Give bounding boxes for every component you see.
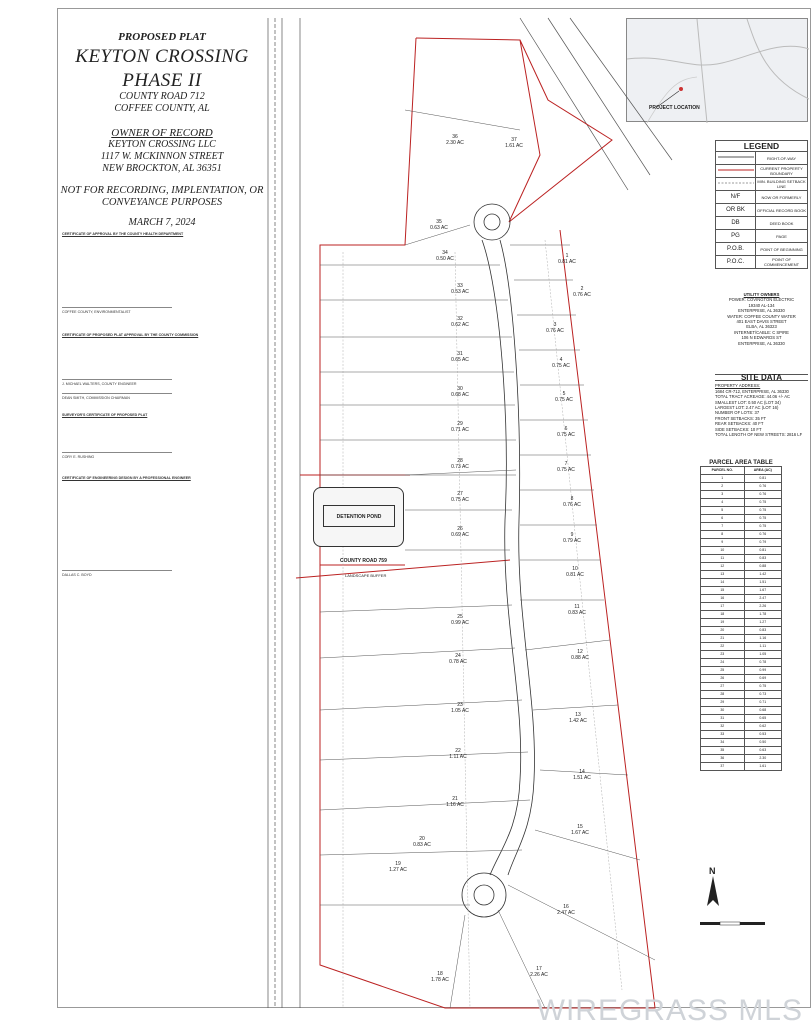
parcel-row — [701, 611, 782, 619]
lot-area: 0.75 AC — [552, 363, 570, 369]
lot-area: 0.83 AC — [413, 842, 431, 848]
legend-row — [716, 256, 808, 269]
lot-area: 0.79 AC — [563, 538, 581, 544]
parcel-cell: 0.83 — [744, 627, 781, 635]
lot-area: 0.78 AC — [449, 659, 467, 665]
parcel-row — [701, 731, 782, 739]
nfr-line1: NOT FOR RECORDING, IMPLENTATION, OR — [60, 185, 264, 196]
parcel-cell: 0.75 — [744, 499, 781, 507]
lot-number: 30 — [457, 386, 463, 392]
lot-number: 35 — [436, 219, 442, 225]
parcel-cell: 15 — [701, 587, 745, 595]
utility-title: UTILITY OWNERS — [743, 292, 780, 297]
parcel-cell: 28 — [701, 691, 745, 699]
parcel-row — [701, 635, 782, 643]
lot-area: 2.30 AC — [446, 140, 464, 146]
parcel-cell: 0.62 — [744, 723, 781, 731]
legend-desc: OFFICIAL RECORD BOOK — [756, 204, 808, 217]
legend-key — [716, 178, 756, 191]
lot-number: 31 — [457, 351, 463, 357]
legend-key: P.O.C. — [716, 256, 756, 269]
lot-number: 2 — [580, 286, 584, 292]
site-data-line: LARGEST LOT: 2.47 AC (LOT 16) — [715, 405, 779, 411]
parcel-cell: 1.67 — [744, 587, 781, 595]
parcel-cell: 2 — [701, 483, 745, 491]
legend-row — [716, 152, 808, 165]
utility-line: 401 EAST DAVIS STREET — [736, 319, 787, 325]
cert-engineer: J. MICHAEL WALTERS, COUNTY ENGINEER — [62, 381, 137, 386]
parcel-row — [701, 755, 782, 763]
lot-area: 2.47 AC — [557, 910, 575, 916]
parcel-cell: 2.26 — [744, 603, 781, 611]
site-data-line: SIDE SETBACKS: 10 FT — [715, 426, 762, 432]
parcel-row — [701, 595, 782, 603]
parcel-row — [701, 627, 782, 635]
legend-desc: RIGHT-OF-WAY — [756, 152, 808, 165]
cert-engineer-name: DALLAS C. BOYD — [62, 572, 92, 577]
parcel-cell: 21 — [701, 635, 745, 643]
parcel-row — [701, 507, 782, 515]
legend-desc: CURRENT PROPERTY BOUNDARY — [756, 165, 808, 178]
lot-area: 0.81 AC — [566, 572, 584, 578]
north-label: N — [709, 866, 716, 876]
cert-surveyor-name: CORY E. RUSHING — [62, 455, 95, 460]
lot-number: 25 — [457, 614, 463, 620]
site-data-line: SMALLEST LOT: 0.50 AC (LOT 34) — [715, 399, 781, 405]
parcel-cell: 32 — [701, 723, 745, 731]
lot-area: 0.76 AC — [563, 502, 581, 508]
lot-area: 0.99 AC — [451, 620, 469, 626]
lot-number: 14 — [579, 769, 585, 775]
lot-area: 1.51 AC — [573, 775, 591, 781]
lot-area: 1.42 AC — [569, 718, 587, 724]
legend-row — [716, 230, 808, 243]
plat-phase: PHASE II — [122, 70, 202, 91]
parcel-cell: 24 — [701, 659, 745, 667]
lot-area: 0.76 AC — [546, 328, 564, 334]
parcel-row — [701, 523, 782, 531]
parcel-cell: 25 — [701, 667, 745, 675]
legend-desc: NOW OR FORMERLY — [756, 191, 808, 204]
parcel-cell: 9 — [701, 539, 745, 547]
parcel-row — [701, 587, 782, 595]
lot-number: 16 — [563, 904, 569, 910]
lot-number: 7 — [564, 461, 568, 467]
parcel-cell: 0.99 — [744, 667, 781, 675]
lot-area: 0.88 AC — [571, 655, 589, 661]
lot-area: 0.65 AC — [451, 357, 469, 363]
parcel-row — [701, 547, 782, 555]
parcel-cell: 0.73 — [744, 691, 781, 699]
parcel-row — [701, 763, 782, 771]
lot-number: 1 — [565, 253, 569, 259]
parcel-row — [701, 563, 782, 571]
parcel-cell: 0.81 — [744, 475, 781, 483]
parcel-cell: 17 — [701, 603, 745, 611]
north-arrow — [706, 866, 720, 912]
lot-number: 6 — [564, 426, 568, 432]
legend-key: N/F — [716, 191, 756, 204]
parcel-row — [701, 747, 782, 755]
parcel-cell: 7 — [701, 523, 745, 531]
parcel-row — [701, 475, 782, 483]
county-road-label: COUNTY ROAD 759 — [340, 558, 387, 564]
lot-area: 0.73 AC — [451, 464, 469, 470]
parcel-cell: 11 — [701, 555, 745, 563]
parcel-cell: 0.69 — [744, 675, 781, 683]
lot-number: 18 — [437, 971, 443, 977]
nfr-line2: CONVEYANCE PURPOSES — [101, 197, 223, 208]
owner-city: NEW BROCKTON, AL 36351 — [102, 163, 222, 174]
parcel-row — [701, 723, 782, 731]
lot-area: 0.75 AC — [451, 497, 469, 503]
parcel-cell: 3 — [701, 491, 745, 499]
cert-surveyor-heading: SURVEYOR'S CERTIFICATE OF PROPOSED PLAT — [62, 413, 148, 418]
parcel-row — [701, 659, 782, 667]
parcel-cell: 2.30 — [744, 755, 781, 763]
lot-number: 9 — [570, 532, 574, 538]
parcel-cell: 16 — [701, 595, 745, 603]
lot-area: 0.71 AC — [451, 427, 469, 433]
lot-number: 20 — [419, 836, 425, 842]
lot-number: 4 — [559, 357, 563, 363]
lot-number: 36 — [452, 134, 458, 140]
parcel-cell: 33 — [701, 731, 745, 739]
lot-number: 3 — [553, 322, 557, 328]
lot-number: 28 — [457, 458, 463, 464]
parcel-cell: 0.76 — [744, 483, 781, 491]
parcel-col-header: PARCEL NO. — [701, 467, 745, 475]
parcel-row — [701, 651, 782, 659]
lot-area: 1.16 AC — [446, 802, 464, 808]
parcel-row — [701, 555, 782, 563]
cert-commission-heading: CERTIFICATE OF PROPOSED PLAT APPROVAL BY THE COUNTY COMMISSION — [62, 333, 199, 338]
parcel-row — [701, 531, 782, 539]
lot-area: 0.83 AC — [568, 610, 586, 616]
parcel-cell: 1.51 — [744, 579, 781, 587]
legend-key: OR BK — [716, 204, 756, 217]
road-name: COUNTY ROAD 712 — [119, 91, 205, 102]
parcel-cell: 20 — [701, 627, 745, 635]
parcel-row — [701, 483, 782, 491]
utility-line: POWER: COVINGTON ELECTRIC — [728, 297, 795, 303]
lot-area: 1.67 AC — [571, 830, 589, 836]
parcel-cell: 0.78 — [744, 659, 781, 667]
legend-title: LEGEND — [715, 140, 808, 151]
parcel-row — [701, 699, 782, 707]
parcel-cell: 26 — [701, 675, 745, 683]
parcel-cell: 0.88 — [744, 563, 781, 571]
parcel-cell: 0.75 — [744, 515, 781, 523]
parcel-cell: 1.42 — [744, 571, 781, 579]
parcel-cell: 0.83 — [744, 555, 781, 563]
lot-number: 29 — [457, 421, 463, 427]
legend-key: PG — [716, 230, 756, 243]
lot-number: 34 — [442, 250, 448, 256]
parcel-cell: 37 — [701, 763, 745, 771]
parcel-cell: 1 — [701, 475, 745, 483]
legend-row — [716, 243, 808, 256]
lot-number: 12 — [577, 649, 583, 655]
lot-number: 33 — [457, 283, 463, 289]
parcel-cell: 1.11 — [744, 643, 781, 651]
lot-number: 11 — [574, 604, 580, 610]
parcel-cell: 23 — [701, 651, 745, 659]
property-address-label: PROPERTY ADDRESS: — [715, 383, 761, 389]
parcel-cell: 6 — [701, 515, 745, 523]
parcel-cell: 18 — [701, 611, 745, 619]
parcel-cell: 1.05 — [744, 651, 781, 659]
parcel-row — [701, 643, 782, 651]
lot-area: 1.78 AC — [431, 977, 449, 983]
cert-health-heading: CERTIFICATE OF APPROVAL BY THE COUNTY HEALTH DEPARTMENT — [62, 232, 184, 236]
parcel-cell: 4 — [701, 499, 745, 507]
parcel-cell: 0.76 — [744, 491, 781, 499]
cert-engineering-heading: CERTIFICATE OF ENGINEERING DESIGN BY A PROFESSIONAL ENGINEER — [62, 476, 191, 481]
lot-area: 2.26 AC — [530, 972, 548, 978]
north-arrow-icon — [706, 876, 720, 910]
parcel-cell: 2.47 — [744, 595, 781, 603]
lot-area: 0.68 AC — [451, 392, 469, 398]
legend-desc: PAGE — [756, 230, 808, 243]
site-data-line: TOTAL LENGTH OF NEW STREETS: 2816 LF — [715, 432, 803, 438]
parcel-cell: 0.75 — [744, 683, 781, 691]
detention-pond — [313, 487, 404, 547]
lot-number: 19 — [395, 861, 401, 867]
legend-key — [716, 165, 756, 178]
legend-desc: MIN. BUILDING SETBACK LINE — [757, 179, 806, 189]
legend-key: DB — [716, 217, 756, 230]
parcel-cell: 0.76 — [744, 531, 781, 539]
legend-row — [716, 191, 808, 204]
parcel-row — [701, 667, 782, 675]
cert-environmentalist: COFFEE COUNTY, ENVIRONMENTALIST — [62, 310, 131, 315]
parcel-cell: 1.27 — [744, 619, 781, 627]
lot-area: 1.05 AC — [451, 708, 469, 714]
parcel-cell: 13 — [701, 571, 745, 579]
lot-number: 27 — [457, 491, 463, 497]
parcel-table-title: PARCEL AREA TABLE — [709, 460, 773, 466]
cert-chairman: DEAN SMITH, COMMISSION CHAIRMAN — [62, 395, 130, 400]
parcel-cell: 27 — [701, 683, 745, 691]
lot-number: 5 — [562, 391, 566, 397]
lot-number: 23 — [457, 702, 463, 708]
parcel-cell: 14 — [701, 579, 745, 587]
parcel-row — [701, 515, 782, 523]
lot-number: 13 — [575, 712, 581, 718]
parcel-cell: 35 — [701, 747, 745, 755]
parcel-cell: 5 — [701, 507, 745, 515]
parcel-cell: 31 — [701, 715, 745, 723]
lot-area: 0.75 AC — [555, 397, 573, 403]
parcel-cell: 0.63 — [744, 747, 781, 755]
area-col-header: AREA (AC) — [744, 467, 781, 475]
parcel-cell: 0.50 — [744, 739, 781, 747]
lot-number: 26 — [457, 526, 463, 532]
site-data-line: 1684 CR-712, ENTERPRISE, AL 36330 — [715, 388, 789, 394]
parcel-cell: 29 — [701, 699, 745, 707]
parcel-row — [701, 739, 782, 747]
parcel-cell: 0.81 — [744, 547, 781, 555]
lot-area: 0.81 AC — [558, 259, 576, 265]
lot-area: 0.53 AC — [451, 289, 469, 295]
lot-area: 0.69 AC — [451, 532, 469, 538]
lot-number: 15 — [577, 824, 583, 830]
scale-bar-graphic — [700, 920, 770, 928]
lot-area: 1.27 AC — [389, 867, 407, 873]
landscape-buffer-label: LANDSCAPE BUFFER — [345, 573, 387, 578]
parcel-row — [701, 707, 782, 715]
parcel-row — [701, 579, 782, 587]
parcel-cell: 0.53 — [744, 731, 781, 739]
lot-number: 8 — [570, 496, 574, 502]
site-data — [715, 374, 808, 437]
proposed-label: PROPOSED PLAT — [118, 31, 206, 43]
parcel-cell: 1.61 — [744, 763, 781, 771]
scale-bar — [700, 920, 770, 929]
plat-date: MARCH 7, 2024 — [128, 217, 196, 228]
site-data-line: FRONT SETBACKS: 35 FT — [715, 415, 767, 421]
utility-line: 19340 AL-134 — [748, 302, 775, 308]
utility-line: ELBA, AL 36323 — [746, 324, 777, 330]
lot-area: 1.61 AC — [505, 143, 523, 149]
parcel-row — [701, 675, 782, 683]
site-data-line: TOTAL TRACT ACREAGE: 44.06 +/- AC — [715, 394, 791, 400]
parcel-row — [701, 603, 782, 611]
lot-number: 32 — [457, 316, 463, 322]
utility-line: WATER: COFFEE COUNTY WATER — [727, 313, 796, 319]
legend — [715, 140, 808, 269]
lot-area: 0.50 AC — [436, 256, 454, 262]
lot-area: 0.62 AC — [451, 322, 469, 328]
parcel-cell: 1.16 — [744, 635, 781, 643]
parcel-row — [701, 619, 782, 627]
parcel-cell: 0.65 — [744, 715, 781, 723]
lot-number: 24 — [455, 653, 461, 659]
parcel-cell: 0.68 — [744, 707, 781, 715]
lot-number: 22 — [455, 748, 461, 754]
lot-number: 10 — [572, 566, 578, 572]
legend-desc: POINT OF COMMENCEMENT — [756, 256, 808, 269]
parcel-cell: 22 — [701, 643, 745, 651]
lot-area: 1.11 AC — [449, 754, 467, 760]
parcel-cell: 0.79 — [744, 539, 781, 547]
parcel-cell: 0.75 — [744, 523, 781, 531]
parcel-row — [701, 683, 782, 691]
legend-row — [716, 217, 808, 230]
legend-desc: DEED BOOK — [756, 217, 808, 230]
utility-line: ENTERPRISE, AL 36330 — [738, 340, 785, 346]
utility-line: 106 N EDWARDS ST — [741, 335, 782, 341]
utility-line: INTERNET/CABLE: C SPIRE — [734, 329, 789, 335]
parcel-row — [701, 539, 782, 547]
legend-key: P.O.B. — [716, 243, 756, 256]
lot-area: 0.63 AC — [430, 225, 448, 231]
site-data-line: REAR SETBACKS: 40 FT — [715, 421, 764, 427]
lot-area: 0.75 AC — [557, 432, 575, 438]
parcel-row — [701, 715, 782, 723]
parcel-cell: 12 — [701, 563, 745, 571]
parcel-cell: 1.78 — [744, 611, 781, 619]
lot-number: 37 — [511, 137, 517, 143]
site-data-line: NUMBER OF LOTS: 37 — [715, 410, 760, 416]
legend-row — [716, 178, 808, 191]
detention-pond-label: DETENTION POND — [323, 505, 395, 527]
watermark: WIREGRASS MLS — [536, 994, 803, 1024]
plat-title: KEYTON CROSSING — [75, 46, 249, 67]
site-data-title: SITE DATA — [715, 374, 808, 381]
utility-line: ENTERPRISE, AL 36330 — [738, 308, 785, 314]
parcel-row — [701, 571, 782, 579]
parcel-cell: 10 — [701, 547, 745, 555]
parcel-area-table — [700, 460, 782, 771]
owner-name: KEYTON CROSSING LLC — [108, 139, 216, 150]
project-location-label: PROJECT LOCATION — [649, 105, 700, 111]
lot-area: 0.75 AC — [557, 467, 575, 473]
parcel-cell: 36 — [701, 755, 745, 763]
legend-key — [716, 152, 756, 165]
parcel-cell: 34 — [701, 739, 745, 747]
county-name: COFFEE COUNTY, AL — [114, 103, 210, 114]
parcel-cell: 19 — [701, 619, 745, 627]
legend-row — [716, 165, 808, 178]
parcel-cell: 0.71 — [744, 699, 781, 707]
lot-number: 21 — [452, 796, 458, 802]
utility-owners — [715, 292, 808, 346]
parcel-row — [701, 491, 782, 499]
parcel-cell: 30 — [701, 707, 745, 715]
owner-label: OWNER OF RECORD — [111, 127, 213, 139]
legend-desc: POINT OF BEGINNING — [756, 243, 808, 256]
parcel-cell: 8 — [701, 531, 745, 539]
lot-number: 17 — [536, 966, 542, 972]
parcel-row — [701, 499, 782, 507]
legend-table — [715, 151, 808, 269]
parcel-row — [701, 691, 782, 699]
legend-row — [716, 204, 808, 217]
parcel-cell: 0.75 — [744, 507, 781, 515]
owner-street: 1117 W. MCKINNON STREET — [100, 151, 224, 162]
lot-area: 0.76 AC — [573, 292, 591, 298]
